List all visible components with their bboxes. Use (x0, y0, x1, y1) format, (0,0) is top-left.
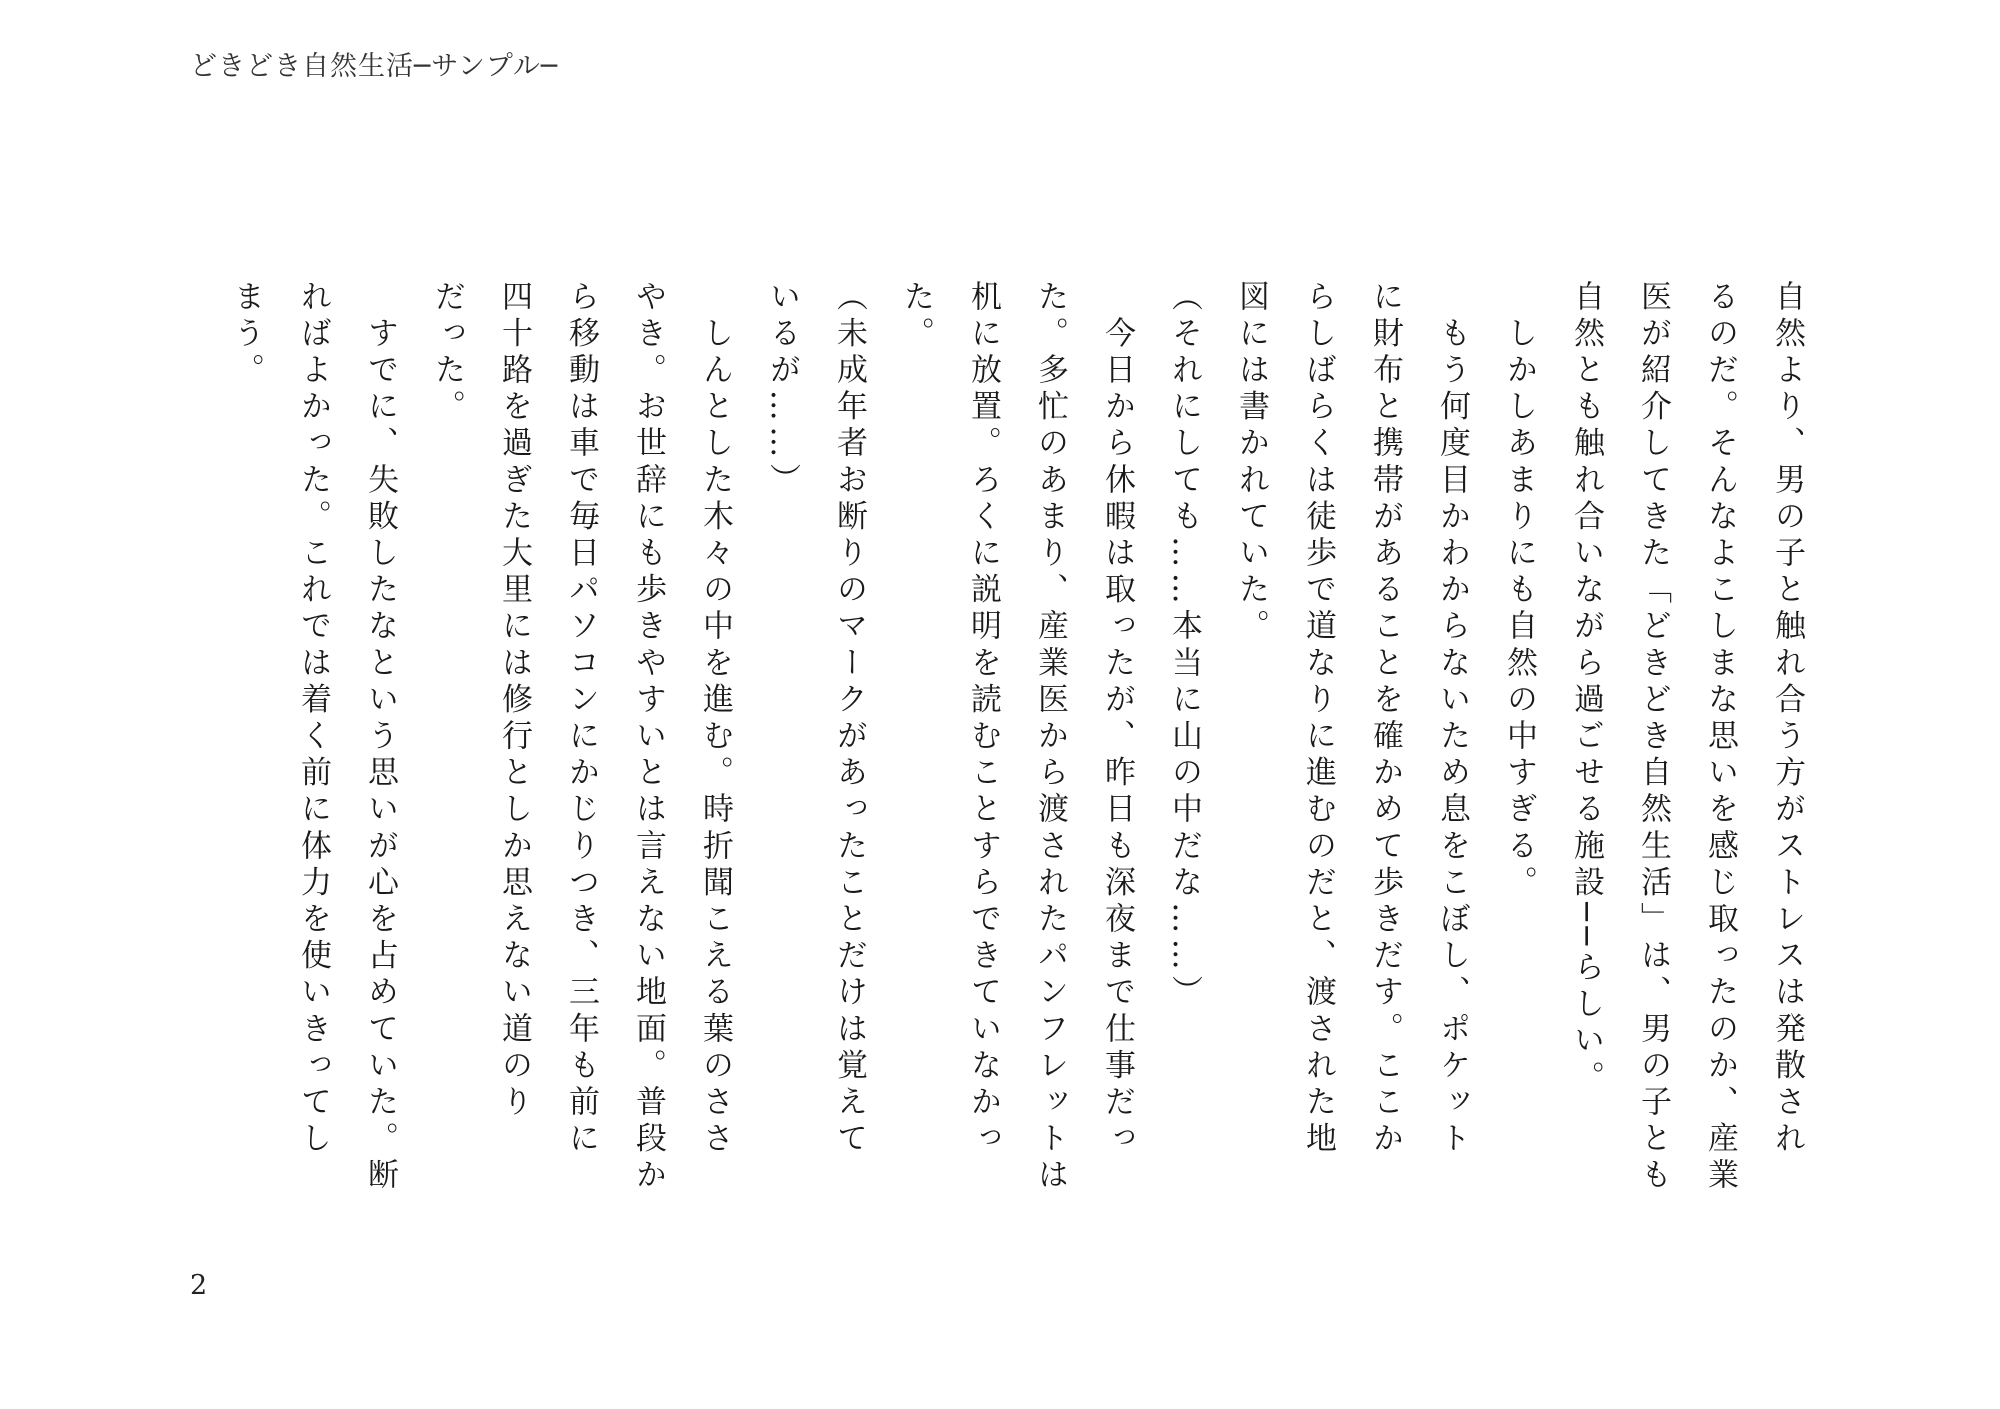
text-line: に財布と携帯があることを確かめて歩きだす。ここか (1367, 280, 1403, 1159)
text-line: いるが……） (764, 280, 800, 500)
text-line: しんとした木々の中を進む。時折聞こえる葉のささ (697, 280, 733, 1159)
text-line: 医が紹介してきた「どきどき自然生活」は、男の子とも (1635, 280, 1671, 1195)
text-line: まう。 (228, 280, 264, 390)
text-line: た。 (898, 280, 934, 354)
text-line: もう何度目かわからないため息をこぼし、ポケット (1434, 280, 1470, 1159)
text-line: 今日から休暇は取ったが、昨日も深夜まで仕事だっ (1099, 280, 1135, 1159)
text-line: 自然より、男の子と触れ合う方がストレスは発散され (1769, 280, 1805, 1159)
text-line: 自然とも触れ合いながら過ごせる施設──らしい。 (1568, 280, 1604, 1098)
text-line: すでに、失敗したなという思いが心を占めていた。断 (362, 280, 398, 1195)
text-line: しかしあまりにも自然の中すぎる。 (1501, 280, 1537, 903)
text-line: るのだ。そんなよこしまな思いを感じ取ったのか、産業 (1702, 280, 1738, 1195)
text-line: 四十路を過ぎた大里には修行としか思えない道のり (496, 280, 532, 1122)
running-header: どきどき自然生活─サンプル─ (190, 51, 559, 82)
text-line: やき。お世辞にも歩きやすいとは言えない地面。普段か (630, 280, 666, 1195)
body-text (200, 280, 1820, 1300)
text-line: （未成年者お断りのマークがあったことだけは覚えて (831, 280, 867, 1159)
page-number: 2 (190, 1270, 208, 1301)
text-line: （それにしても……本当に山の中だな……） (1166, 280, 1202, 1012)
text-line: 図には書かれていた。 (1233, 280, 1269, 646)
text-line: ら移動は車で毎日パソコンにかじりつき、三年も前に (563, 280, 599, 1159)
text-line: 机に放置。ろくに説明を読むことすらできていなかっ (965, 280, 1001, 1159)
text-line: だった。 (429, 280, 465, 427)
text-line: らしばらくは徒歩で道なりに進むのだと、渡された地 (1300, 280, 1336, 1159)
text-line: ればよかった。これでは着く前に体力を使いきってし (295, 280, 331, 1159)
text-line: た。多忙のあまり、産業医から渡されたパンフレットは (1032, 280, 1068, 1195)
